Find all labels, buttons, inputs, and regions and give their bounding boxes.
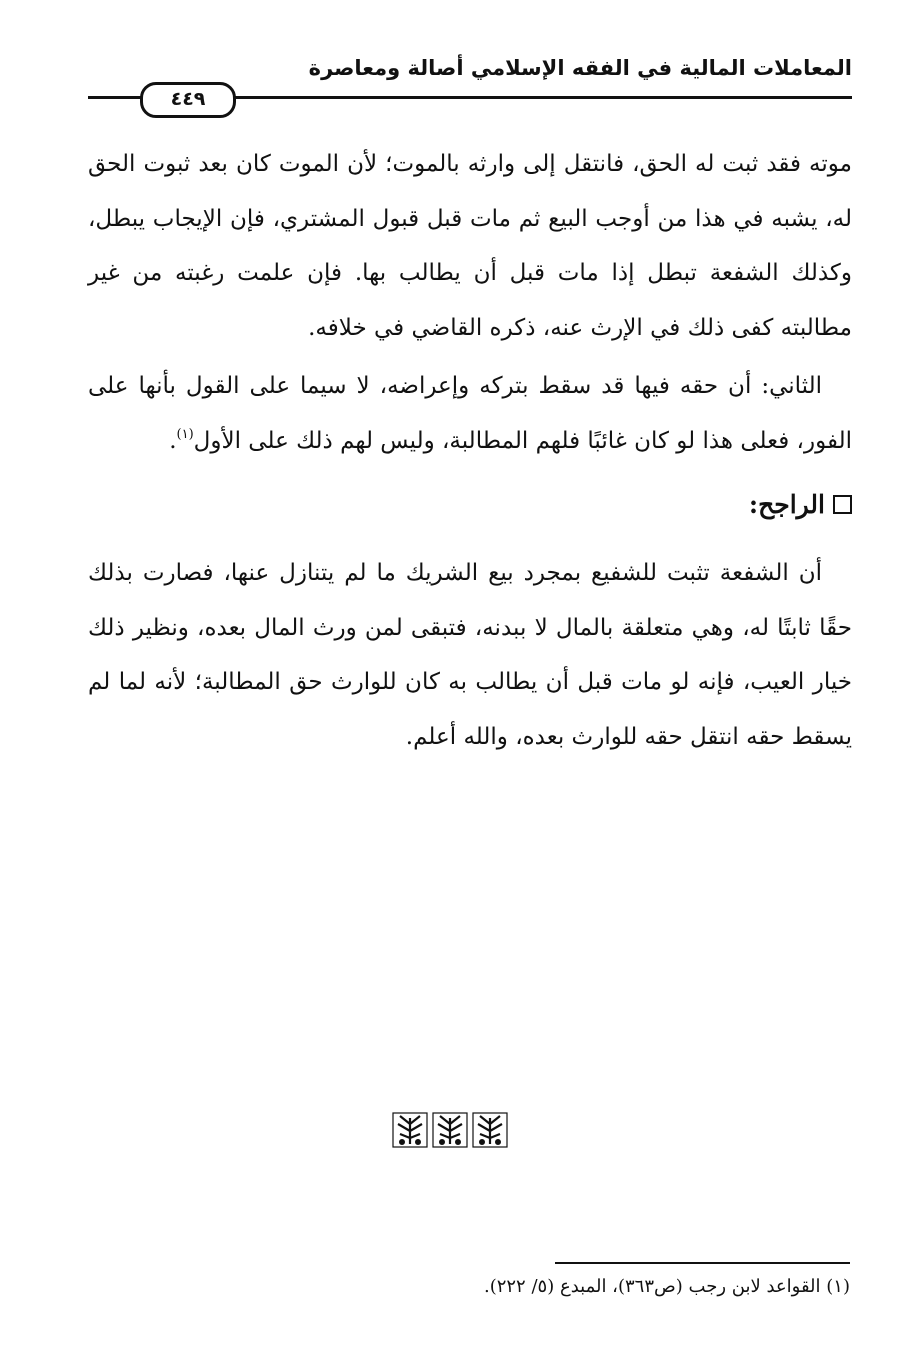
paragraph-2-text: الثاني: أن حقه فيها قد سقط بتركه وإعراضه، لا سيما على القول بأنها على الفور، فعلى هذا لو كان غائبًا فلهم المطالبة، وليس لهم ذلك على الأول [88, 373, 852, 454]
footnote-marker: (١) [826, 1276, 850, 1297]
floral-ornament-icon [392, 1112, 428, 1148]
paragraph-2-end: . [169, 427, 177, 454]
footnote-1 [484, 1276, 850, 1297]
floral-ornament-icon [432, 1112, 468, 1148]
footnote-rule [555, 1262, 850, 1264]
section-heading [749, 490, 852, 519]
end-ornament [392, 1112, 516, 1150]
footnote-text: القواعد لابن رجب (ص٣٦٣)، المبدع (٥/ ٢٢٢). [483, 1276, 821, 1297]
section-heading-label: الراجح: [748, 490, 825, 519]
footnote-reference[interactable]: (١) [176, 426, 194, 442]
paragraph-2 [88, 359, 852, 468]
floral-ornament-icon [472, 1112, 508, 1148]
paragraph-3: أن الشفعة تثبت للشفيع بمجرد بيع الشريك ما لم يتنازل عنها، فصارت بذلك حقًا ثابتًا له، وهي متعلقة بالمال لا ببدنه، فتبقى لمن ورث المال بعده، ونظير ذلك خيار العيب، فإنه لو مات قبل أن يطالب به كان للوارث حق المطالبة؛ لأنه لما لم يسقط حقه انتقل حقه للوارث بعده، والله أعلم. [88, 560, 852, 750]
paragraph-1: موته فقد ثبت له الحق، فانتقل إلى وارثه بالموت؛ لأن الموت كان بعد ثبوت الحق له، يشبه في هذا من أوجب البيع ثم مات قبل قبول المشتري، فإن الإيجاب يبطل، وكذلك الشفعة تبطل إذا مات قبل أن يطالب بها. فإن علمت رغبته من غير مطالبته كفى ذلك في الإرث عنه، ذكره القاضي في خلافه. [88, 151, 852, 341]
page-number: ٤٤٩ [140, 82, 236, 118]
running-title: المعاملات المالية في الفقه الإسلامي أصالة ومعاصرة [308, 56, 852, 80]
square-bullet-icon [833, 495, 852, 514]
